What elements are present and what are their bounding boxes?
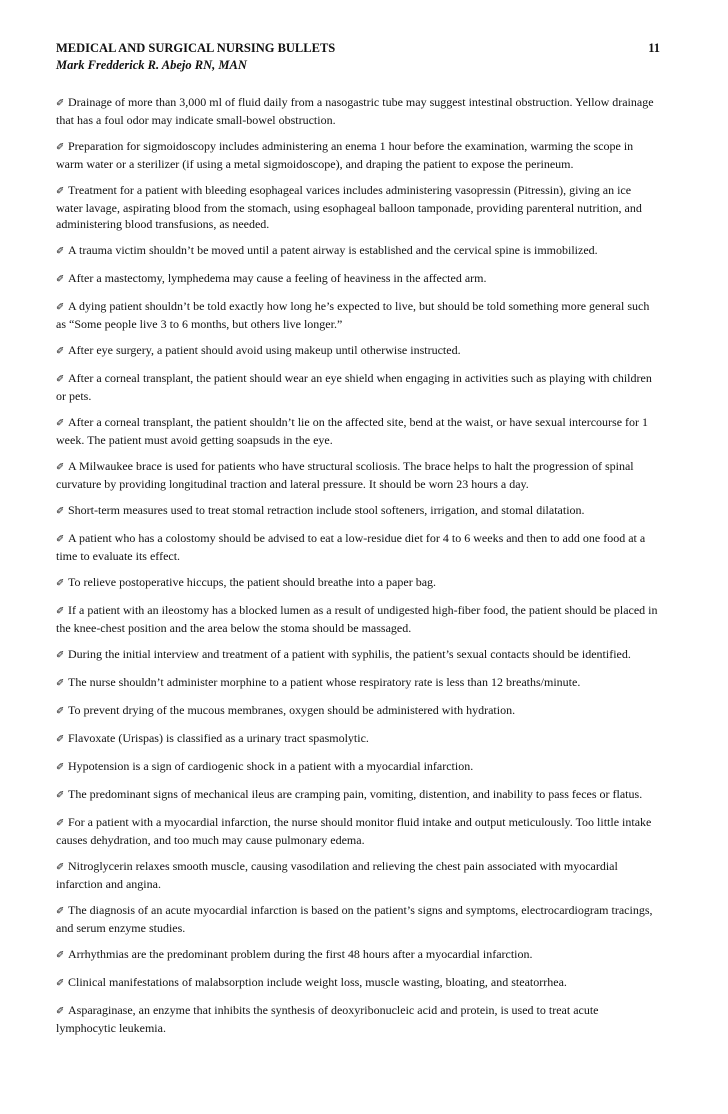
- bullet-item: [56, 342, 660, 360]
- pencil-icon: ✐: [56, 302, 65, 313]
- pencil-icon: ✐: [56, 734, 65, 745]
- pencil-icon: ✐: [56, 1006, 65, 1017]
- bullet-text: During the initial interview and treatment of a patient with syphilis, the patient’s sexual contacts should be identified.: [68, 647, 631, 661]
- bullet-text: Treatment for a patient with bleeding esophageal varices includes administering vasopressin (Pitressin), giving an ice water lavage, aspirating blood from the stomach, using esophageal balloon tamponade, providing parenteral nutrition, and administering blood transfusions, as needed.: [56, 183, 642, 231]
- pencil-icon: ✐: [56, 950, 65, 961]
- bullet-text: After a corneal transplant, the patient shouldn’t lie on the affected site, bend at the waist, or have sexual intercourse for 1 week. The patient must avoid getting soapsuds in the eye.: [56, 415, 649, 447]
- bullet-text: The predominant signs of mechanical ileus are cramping pain, vomiting, distention, and inability to pass feces or flatus.: [68, 787, 643, 801]
- bullet-text: A trauma victim shouldn’t be moved until a patent airway is established and the cervical spine is immobilized.: [68, 243, 598, 257]
- bullet-list: [56, 94, 660, 1036]
- bullet-text: After a mastectomy, lymphedema may cause a feeling of heaviness in the affected arm.: [68, 271, 487, 285]
- bullet-text: Asparaginase, an enzyme that inhibits the synthesis of deoxyribonucleic acid and protein, is used to treat acute lymphocytic leukemia.: [56, 1003, 599, 1035]
- pencil-icon: ✐: [56, 678, 65, 689]
- bullet-item: [56, 270, 660, 288]
- bullet-item: [56, 646, 660, 664]
- pencil-icon: ✐: [56, 534, 65, 545]
- pencil-icon: ✐: [56, 98, 65, 109]
- bullet-text: A patient who has a colostomy should be advised to eat a low-residue diet for 4 to 6 weeks and then to add one food at a time to evaluate its effect.: [56, 531, 646, 563]
- pencil-icon: ✐: [56, 462, 65, 473]
- bullet-text: To prevent drying of the mucous membranes, oxygen should be administered with hydration.: [68, 703, 516, 717]
- pencil-icon: ✐: [56, 818, 65, 829]
- bullet-item: [56, 786, 660, 804]
- bullet-text: To relieve postoperative hiccups, the patient should breathe into a paper bag.: [68, 575, 437, 589]
- page-number: 11: [648, 41, 660, 55]
- bullet-text: For a patient with a myocardial infarction, the nurse should monitor fluid intake and output meticulously. Too little intake causes dehydration, and too much may cause pulmonary edema.: [56, 815, 652, 847]
- bullet-text: If a patient with an ileostomy has a blocked lumen as a result of undigested high-fiber food, the patient should be placed in the knee-chest position and the area below the stoma should be massaged.: [56, 603, 658, 635]
- pencil-icon: ✐: [56, 186, 65, 197]
- bullet-item: [56, 458, 660, 492]
- bullet-item: [56, 902, 660, 936]
- bullet-text: Clinical manifestations of malabsorption include weight loss, muscle wasting, bloating, and steatorrhea.: [68, 975, 567, 989]
- pencil-icon: ✐: [56, 762, 65, 773]
- bullet-item: [56, 414, 660, 448]
- pencil-icon: ✐: [56, 978, 65, 989]
- bullet-item: [56, 674, 660, 692]
- bullet-text: After eye surgery, a patient should avoid using makeup until otherwise instructed.: [68, 343, 461, 357]
- pencil-icon: ✐: [56, 706, 65, 717]
- document-title: MEDICAL AND SURGICAL NURSING BULLETS: [56, 41, 336, 55]
- bullet-text: Nitroglycerin relaxes smooth muscle, causing vasodilation and relieving the chest pain associated with myocardial infarction and angina.: [56, 859, 618, 891]
- bullet-text: Short-term measures used to treat stomal retraction include stool softeners, irrigation, and stomal dilatation.: [68, 503, 585, 517]
- bullet-item: [56, 530, 660, 564]
- bullet-item: [56, 730, 660, 748]
- bullet-text: The nurse shouldn’t administer morphine to a patient whose respiratory rate is less than 12 breaths/minute.: [68, 675, 581, 689]
- pencil-icon: ✐: [56, 862, 65, 873]
- pencil-icon: ✐: [56, 506, 65, 517]
- author-line: Mark Fredderick R. Abejo RN, MAN: [56, 58, 247, 72]
- bullet-item: [56, 602, 660, 636]
- bullet-item: [56, 946, 660, 964]
- bullet-item: [56, 502, 660, 520]
- bullet-item: [56, 758, 660, 776]
- bullet-item: [56, 182, 660, 232]
- pencil-icon: ✐: [56, 418, 65, 429]
- pencil-icon: ✐: [56, 142, 65, 153]
- bullet-item: [56, 814, 660, 848]
- pencil-icon: ✐: [56, 346, 65, 357]
- bullet-text: A dying patient shouldn’t be told exactly how long he’s expected to live, but should be told something more general such as “Some people live 3 to 6 months, but others live longer.”: [56, 299, 650, 331]
- bullet-item: [56, 138, 660, 172]
- bullet-text: Flavoxate (Urispas) is classified as a urinary tract spasmolytic.: [68, 731, 369, 745]
- bullet-text: After a corneal transplant, the patient should wear an eye shield when engaging in activities such as playing with children or pets.: [56, 371, 652, 403]
- bullet-item: [56, 298, 660, 332]
- pencil-icon: ✐: [56, 274, 65, 285]
- pencil-icon: ✐: [56, 246, 65, 257]
- pencil-icon: ✐: [56, 906, 65, 917]
- bullet-item: [56, 974, 660, 992]
- bullet-item: [56, 242, 660, 260]
- pencil-icon: ✐: [56, 578, 65, 589]
- pencil-icon: ✐: [56, 790, 65, 801]
- bullet-text: A Milwaukee brace is used for patients who have structural scoliosis. The brace helps to halt the progression of spinal curvature by providing longitudinal traction and lateral pressure. It should be worn 23 hours a day.: [56, 459, 634, 491]
- bullet-item: [56, 94, 660, 128]
- bullet-text: Preparation for sigmoidoscopy includes administering an enema 1 hour before the examination, warming the scope in warm water or a sterilizer (if using a metal sigmoidoscope), and draping the patient to expose the perineum.: [56, 139, 634, 171]
- pencil-icon: ✐: [56, 650, 65, 661]
- bullet-item: [56, 858, 660, 892]
- bullet-text: Hypotension is a sign of cardiogenic shock in a patient with a myocardial infarction.: [68, 759, 474, 773]
- running-header: [56, 40, 660, 57]
- bullet-item: [56, 702, 660, 720]
- bullet-text: The diagnosis of an acute myocardial infarction is based on the patient’s signs and symptoms, electrocardiogram tracings, and serum enzyme studies.: [56, 903, 653, 935]
- bullet-item: [56, 574, 660, 592]
- pencil-icon: ✐: [56, 606, 65, 617]
- bullet-text: Arrhythmias are the predominant problem during the first 48 hours after a myocardial infarction.: [68, 947, 533, 961]
- bullet-item: [56, 1002, 660, 1036]
- bullet-text: Drainage of more than 3,000 ml of fluid daily from a nasogastric tube may suggest intestinal obstruction. Yellow drainage that has a foul odor may indicate small-bowel obstruction.: [56, 95, 654, 127]
- pencil-icon: ✐: [56, 374, 65, 385]
- bullet-item: [56, 370, 660, 404]
